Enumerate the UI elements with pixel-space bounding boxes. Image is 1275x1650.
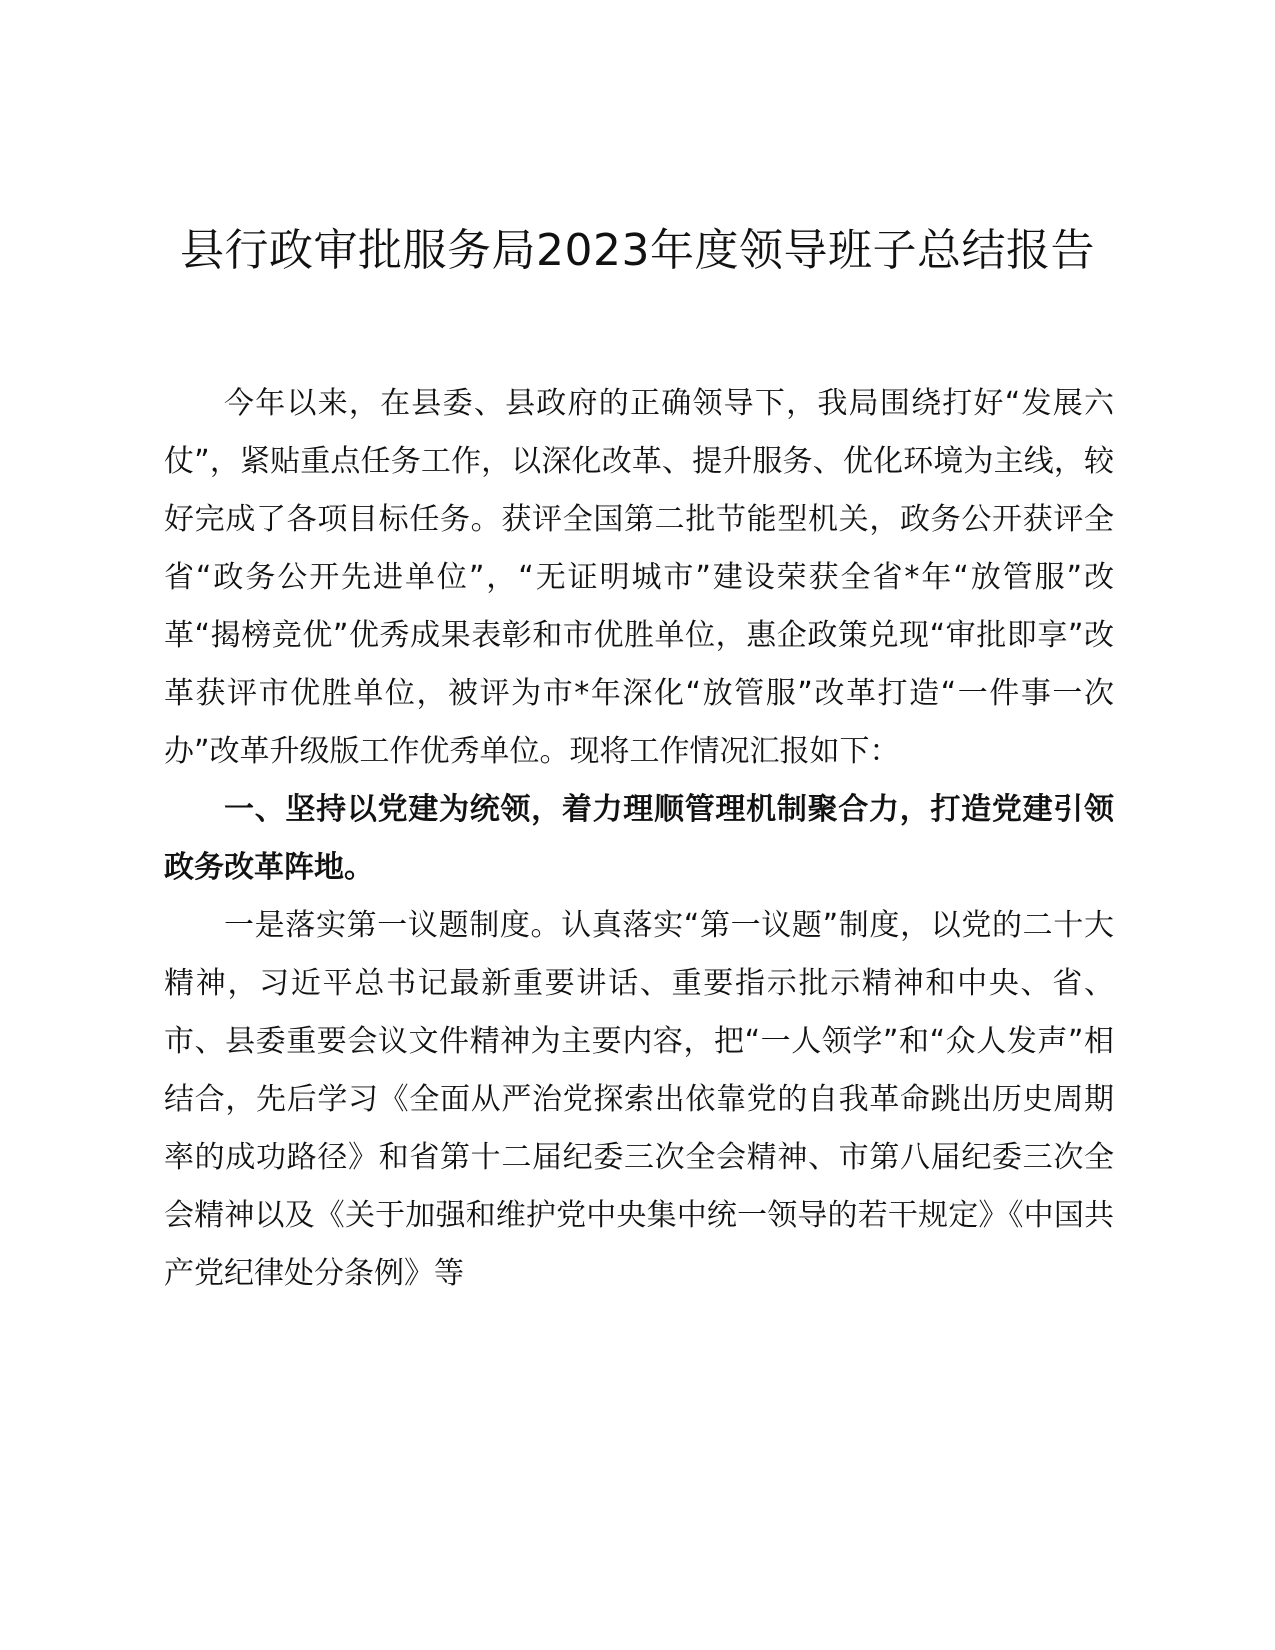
intro-paragraph: 今年以来，在县委、县政府的正确领导下，我局围绕打好“发展六仗”，紧贴重点任务工作，以深化改革、提升服务、优化环境为主线，较好完成了各项目标任务。获评全国第二批节能型机关，政务公开获评全省“政务公开先进单位”，“无证明城市”建设荣获全省*年“放管服”改革“揭榜竞优”优秀成果表彰和市优胜单位，惠企政策兑现“审批即享”改革获评市优胜单位，被评为市*年深化“放管服”改革打造“一件事一次办”改革升级版工作优秀单位。现将工作情况汇报如下： (164, 386, 1114, 769)
document-title: 县行政审批服务局2023年度领导班子总结报告 (180, 225, 1095, 276)
body-paragraph-1: 一是落实第一议题制度。认真落实“第一议题”制度，以党的二十大精神，习近平总书记最新重要讲话、重要指示批示精神和中央、省、市、县委重要会议文件精神为主要内容，把“一人领学”和“众人发声”相结合，先后学习《全面从严治党探索出依靠党的自我革命跳出历史周期率的成功路径》和省第十二届纪委三次全会精神、市第八届纪委三次全会精神以及《关于加强和维护党中央集中统一领导的若干规定》《中国共产党纪律处分条例》等 (164, 908, 1114, 1291)
section-heading-1: 一、坚持以党建为统领，着力理顺管理机制聚合力，打造党建引领政务改革阵地。 (164, 792, 1114, 885)
document-body (164, 375, 1114, 1303)
